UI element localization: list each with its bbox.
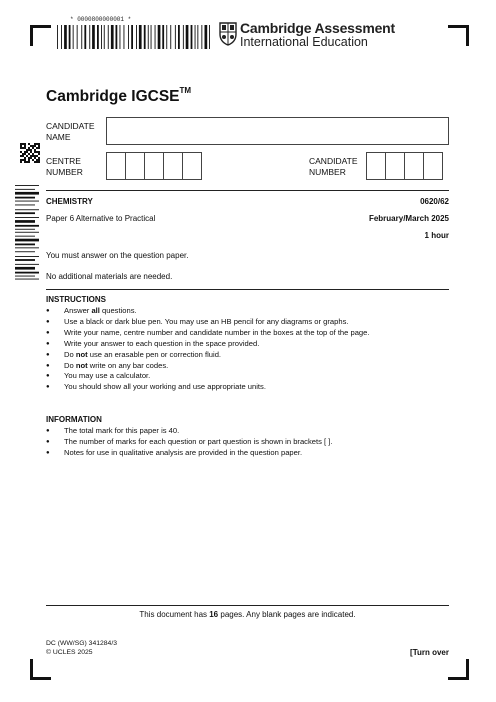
instruction-text: You may use a calculator. [64, 371, 151, 381]
centre-number-label [46, 156, 83, 178]
list-item [46, 382, 370, 393]
instruction-text: questions. [99, 306, 137, 315]
information-list [46, 426, 332, 459]
candidate-number-field[interactable] [366, 152, 443, 180]
candidate-digit-box[interactable] [366, 152, 386, 180]
centre-digit-box[interactable] [182, 152, 202, 180]
instruction-text: Do [64, 349, 76, 359]
centre-number-label-line2: NUMBER [46, 167, 83, 177]
candidate-name-label-line2: NAME [46, 132, 71, 142]
candidate-number-label [309, 156, 358, 178]
instruction-emphasis: not [75, 360, 88, 370]
instruction-text: use an erasable pen or correction fluid. [87, 349, 222, 359]
divider [46, 605, 449, 606]
crop-mark-bottom-left [30, 659, 51, 680]
candidate-digit-box[interactable] [404, 152, 424, 180]
logo-subtitle: International Education [240, 35, 368, 49]
centre-number-label-line1: CENTRE [46, 156, 81, 166]
logo-title: Cambridge Assessment [240, 20, 395, 36]
barcode-icon [57, 25, 210, 49]
candidate-number-label-line1: CANDIDATE [309, 156, 358, 166]
list-item [46, 371, 370, 382]
centre-digit-box[interactable] [144, 152, 164, 180]
candidate-number-label-line2: NUMBER [309, 167, 346, 177]
centre-number-field[interactable] [106, 152, 202, 180]
crop-mark-top-right [448, 25, 469, 46]
title-text: Cambridge IGCSE [46, 88, 180, 105]
side-barcode-icon [15, 185, 39, 280]
subject: CHEMISTRY [46, 197, 93, 206]
list-item [46, 361, 370, 372]
page-count-statement [46, 610, 449, 619]
qr-code-icon [20, 143, 40, 163]
page-count-number: 16 [209, 610, 219, 619]
list-item [46, 317, 370, 328]
instructions-list [46, 306, 370, 393]
copyright: © UCLES 2025 [46, 649, 93, 656]
information-heading: INFORMATION [46, 415, 102, 424]
crop-mark-bottom-right [448, 659, 469, 680]
divider [46, 289, 449, 290]
paper-name: Paper 6 Alternative to Practical [46, 214, 156, 223]
note-no-materials: No additional materials are needed. [46, 272, 173, 281]
instruction-emphasis: not [75, 349, 88, 359]
page-count-text: This document has [139, 610, 210, 619]
instruction-text: Answer [64, 306, 92, 315]
list-item [46, 339, 370, 350]
instruction-text: You should show all your working and use appropriate units. [64, 382, 266, 392]
list-item: ● The number of marks for each question or part question is shown in brackets [ ]. [46, 437, 332, 448]
barcode-number: * 0000800000001 * [70, 16, 132, 23]
list-item: ● Notes for use in qualitative analysis are provided in the question paper. [46, 448, 332, 459]
paper-code: 0620/62 [420, 197, 449, 206]
list-item [46, 328, 370, 339]
page-title [46, 86, 191, 106]
instruction-text: Do [64, 360, 76, 370]
centre-digit-box[interactable] [106, 152, 126, 180]
trademark-mark: TM [179, 86, 192, 95]
centre-digit-box[interactable] [125, 152, 145, 180]
candidate-name-label [46, 121, 95, 143]
candidate-name-field[interactable] [106, 117, 449, 145]
list-item: ● The total mark for this paper is 40. [46, 426, 332, 437]
instruction-text: Write your answer to each question in the space provided. [64, 338, 260, 348]
document-reference: DC (WW/SG) 341284/3 [46, 640, 118, 647]
instruction-emphasis: all [91, 306, 100, 315]
divider [46, 190, 449, 191]
list-item [46, 306, 370, 317]
turn-over-label: [Turn over [410, 648, 449, 657]
crop-mark-top-left [30, 25, 51, 46]
candidate-digit-box[interactable] [385, 152, 405, 180]
list-item [46, 350, 370, 361]
candidate-digit-box[interactable] [423, 152, 443, 180]
instructions-heading: INSTRUCTIONS [46, 295, 106, 304]
note-answer-on-paper: You must answer on the question paper. [46, 251, 189, 260]
exam-session: February/March 2025 [368, 214, 449, 223]
duration: 1 hour [424, 231, 449, 240]
instruction-text: Write your name, centre number and candidate number in the boxes at the top of the page. [64, 327, 370, 337]
instruction-text: write on any bar codes. [87, 360, 169, 370]
shield-logo-icon [219, 22, 237, 46]
instruction-text: Use a black or dark blue pen. You may use an HB pencil for any diagrams or graphs. [64, 316, 349, 326]
centre-digit-box[interactable] [163, 152, 183, 180]
candidate-name-label-line1: CANDIDATE [46, 121, 95, 131]
page-count-text: pages. Any blank pages are indicated. [218, 610, 356, 619]
